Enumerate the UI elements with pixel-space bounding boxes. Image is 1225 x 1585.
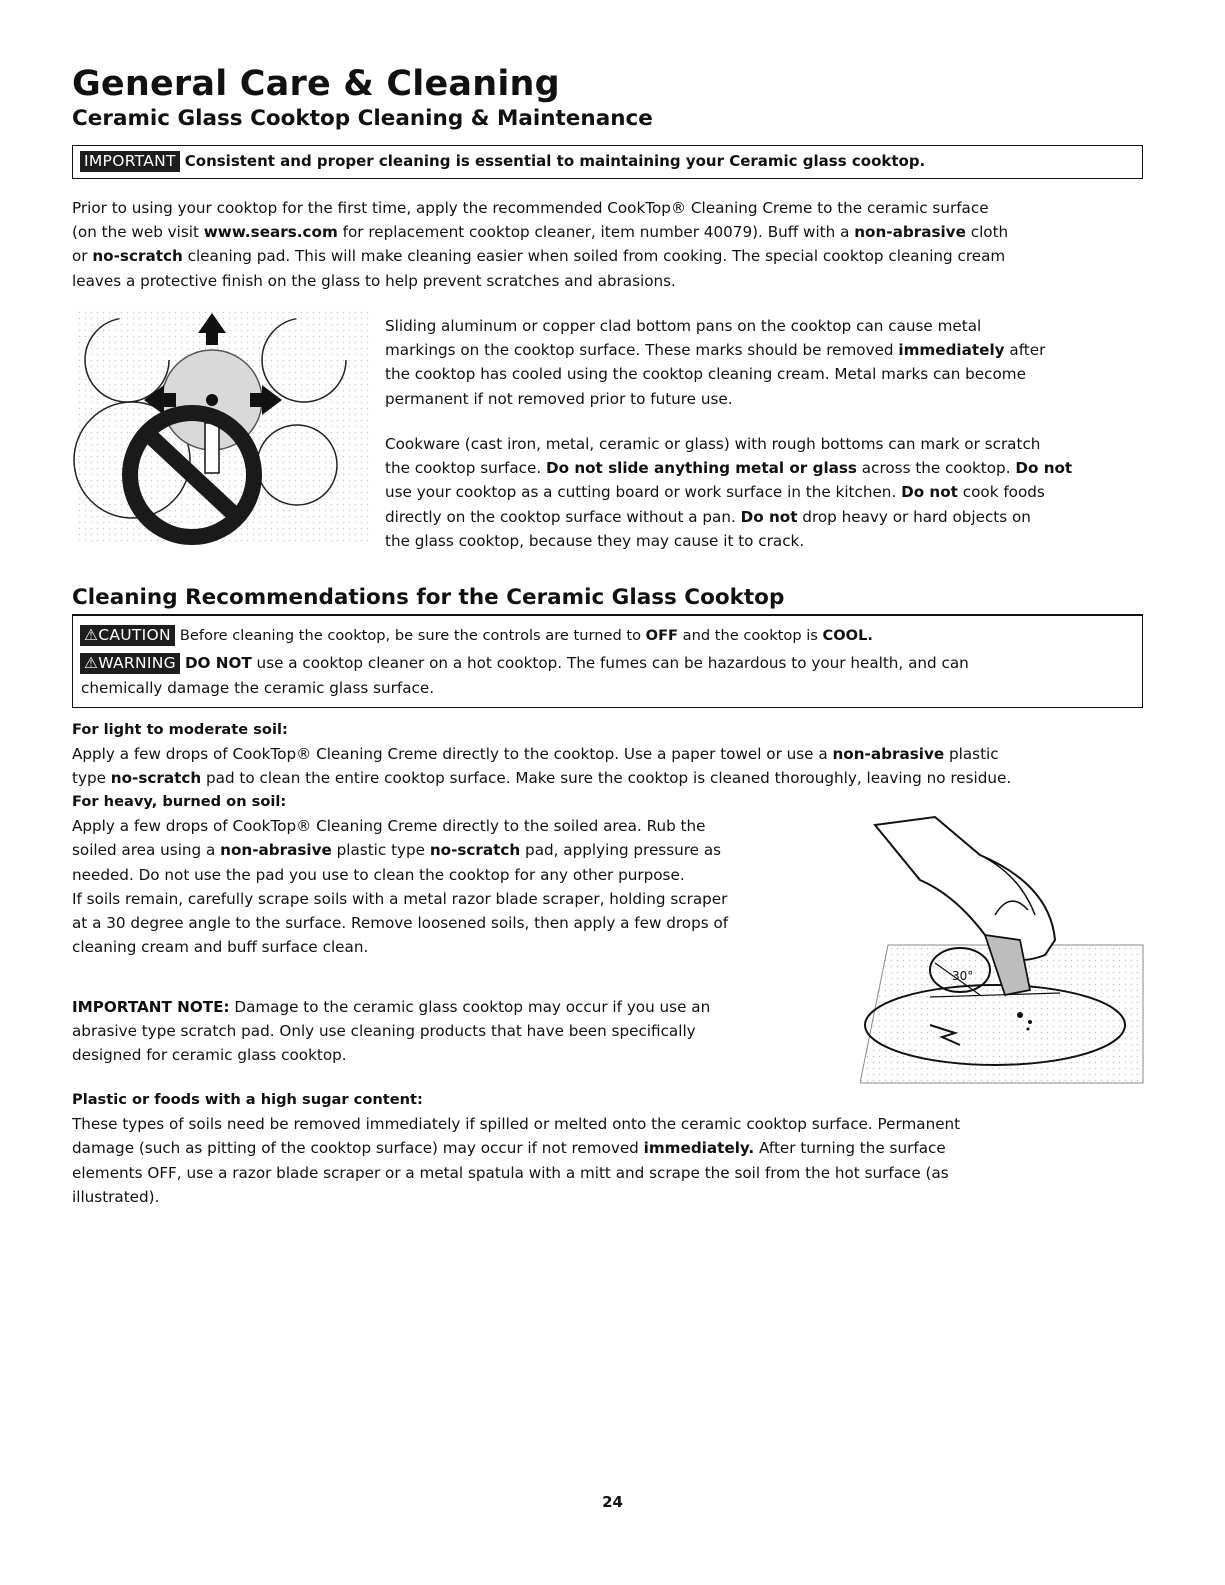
important-box	[72, 145, 1143, 179]
intro-text: or	[72, 247, 93, 266]
cookware-text: drop heavy or hard objects on	[797, 507, 1031, 526]
cookware-text: across the cooktop.	[856, 459, 1016, 478]
sliding-line: permanent if not removed prior to future use.	[385, 389, 733, 408]
sugar-bold: immediately.	[643, 1139, 755, 1158]
sears-website: www.sears.com	[203, 223, 338, 242]
caution-tag	[80, 625, 175, 646]
sugar-line: elements OFF, use a razor blade scraper or a metal spatula with a mitt and scrape the soil from the hot surface (as	[72, 1163, 949, 1182]
caution-warning-box	[72, 616, 1143, 708]
heavy-soil-line: needed. Do not use the pad you use to clean the cooktop for any other purpose.	[72, 865, 685, 884]
intro-line: Prior to using your cooktop for the first time, apply the recommended CookTop® Cleaning Creme to the ceramic surface	[72, 199, 989, 217]
heavy-soil-bold: non-abrasive	[220, 841, 332, 860]
heavy-soil-line: If soils remain, carefully scrape soils with a metal razor blade scraper, holding scraper	[72, 889, 728, 908]
light-soil-text: plastic	[944, 745, 999, 764]
sugar-line: These types of soils need be removed immediately if spilled or melted onto the ceramic cooktop surface. Permanent	[72, 1115, 961, 1134]
intro-text: for replacement cooktop cleaner, item number 40079). Buff with a	[337, 223, 855, 242]
razor-scraper-illustration	[860, 815, 1145, 1085]
cookware-bold: Do not	[740, 507, 798, 526]
cookware-line: the glass cooktop, because they may cause it to crack.	[385, 531, 805, 550]
cookware-text: cook foods	[957, 483, 1045, 502]
cookware-bold: Do not	[1015, 459, 1073, 478]
heavy-soil-line: at a 30 degree angle to the surface. Remove loosened soils, then apply a few drops of	[72, 914, 729, 933]
important-note	[72, 995, 710, 1068]
cookware-bold: Do not	[901, 483, 958, 502]
sliding-text: after	[1004, 341, 1046, 360]
intro-bold: non-abrasive	[854, 223, 966, 242]
sugar-text: damage (such as pitting of the cooktop surface) may occur if not removed	[72, 1139, 644, 1158]
intro-text: cleaning pad. This will make cleaning easier when soiled from cooking. The special cooktop cleaning cream	[182, 247, 1006, 266]
caution-text: Before cleaning the cooktop, be sure the controls are turned to	[179, 627, 646, 644]
intro-paragraph	[72, 196, 1008, 293]
cookware-line: Cookware (cast iron, metal, ceramic or glass) with rough bottoms can mark or scratch	[385, 435, 1041, 453]
warning-tag	[80, 653, 180, 674]
heavy-soil-bold: no-scratch	[429, 841, 521, 860]
sliding-bold: immediately	[898, 341, 1005, 360]
caution-bold: OFF	[645, 627, 679, 644]
sliding-text: markings on the cooktop surface. These marks should be removed	[385, 341, 899, 360]
warning-triangle-icon: ⚠	[84, 654, 99, 672]
sliding-line: the cooktop has cooled using the cooktop cleaning cream. Metal marks can become	[385, 365, 1026, 384]
heavy-soil-line: Apply a few drops of CookTop® Cleaning Creme directly to the soiled area. Rub the	[72, 817, 706, 836]
no-sliding-pans-illustration	[72, 305, 372, 550]
warning-bold: DO NOT	[184, 654, 252, 672]
warning-text: use a cooktop cleaner on a hot cooktop. The fumes can be hazardous to your health, and can	[251, 654, 969, 672]
sugar-line: illustrated).	[72, 1187, 160, 1206]
sugar-text: After turning the surface	[754, 1139, 946, 1158]
heavy-soil-line: cleaning cream and buff surface clean.	[72, 938, 369, 957]
intro-text: (on the web visit	[72, 223, 204, 242]
light-soil-text: Apply a few drops of CookTop® Cleaning Creme directly to the cooktop. Use a paper towel or use a	[72, 745, 833, 764]
page-title: General Care & Cleaning	[72, 64, 560, 104]
important-text: Consistent and proper cleaning is essential to maintaining your Ceramic glass cooktop.	[184, 152, 926, 170]
caution-bold: COOL.	[822, 627, 873, 644]
warning-triangle-icon: ⚠	[84, 626, 99, 644]
important-note-line: abrasive type scratch pad. Only use cleaning products that have been specifically	[72, 1022, 696, 1041]
light-soil-bold: no-scratch	[110, 769, 202, 788]
heavy-soil-heading: For heavy, burned on soil:	[72, 793, 287, 810]
cookware-text: use your cooktop as a cutting board or work surface in the kitchen.	[385, 483, 902, 502]
heavy-soil-text: soiled area using a	[72, 841, 221, 860]
important-note-text: Damage to the ceramic glass cooktop may occur if you use an	[229, 998, 711, 1016]
intro-text: cloth	[965, 223, 1009, 242]
light-soil-section	[72, 718, 1011, 791]
sliding-line: Sliding aluminum or copper clad bottom pans on the cooktop can cause metal	[385, 317, 982, 335]
heavy-soil-text: pad, applying pressure as	[520, 841, 722, 860]
heavy-soil-text: plastic type	[331, 841, 430, 860]
cookware-text: directly on the cooktop surface without a pan.	[385, 507, 741, 526]
important-tag: IMPORTANT	[80, 151, 180, 172]
light-soil-text: pad to clean the entire cooktop surface. Make sure the cooktop is cleaned thoroughly, leaving no residue.	[201, 769, 1012, 788]
sugar-heading: Plastic or foods with a high sugar content:	[72, 1091, 423, 1108]
intro-bold: no-scratch	[92, 247, 183, 266]
section-subtitle: Ceramic Glass Cooktop Cleaning & Maintenance	[72, 106, 653, 131]
sliding-pans-paragraph	[385, 314, 1045, 411]
light-soil-text: type	[72, 769, 111, 788]
important-note-line: designed for ceramic glass cooktop.	[72, 1046, 347, 1065]
warning-text-continued: chemically damage the ceramic glass surface.	[81, 679, 435, 697]
caution-text: and the cooktop is	[678, 627, 823, 644]
heavy-soil-section	[72, 790, 728, 959]
recommendations-heading: Cleaning Recommendations for the Ceramic Glass Cooktop	[72, 585, 785, 610]
important-note-label: IMPORTANT NOTE:	[72, 998, 230, 1016]
sugar-section	[72, 1088, 960, 1209]
cookware-paragraph	[385, 432, 1072, 553]
caution-tag-text: CAUTION	[98, 626, 171, 644]
cookware-bold: Do not slide anything metal or glass	[545, 459, 857, 478]
warning-tag-text: WARNING	[98, 654, 176, 672]
page-number: 24	[602, 1493, 623, 1511]
cookware-text: the cooktop surface.	[385, 459, 546, 478]
scraper-angle-label: 30°	[952, 969, 974, 983]
light-soil-bold: non-abrasive	[832, 745, 945, 764]
light-soil-heading: For light to moderate soil:	[72, 721, 288, 738]
intro-line: leaves a protective finish on the glass to help prevent scratches and abrasions.	[72, 271, 676, 290]
